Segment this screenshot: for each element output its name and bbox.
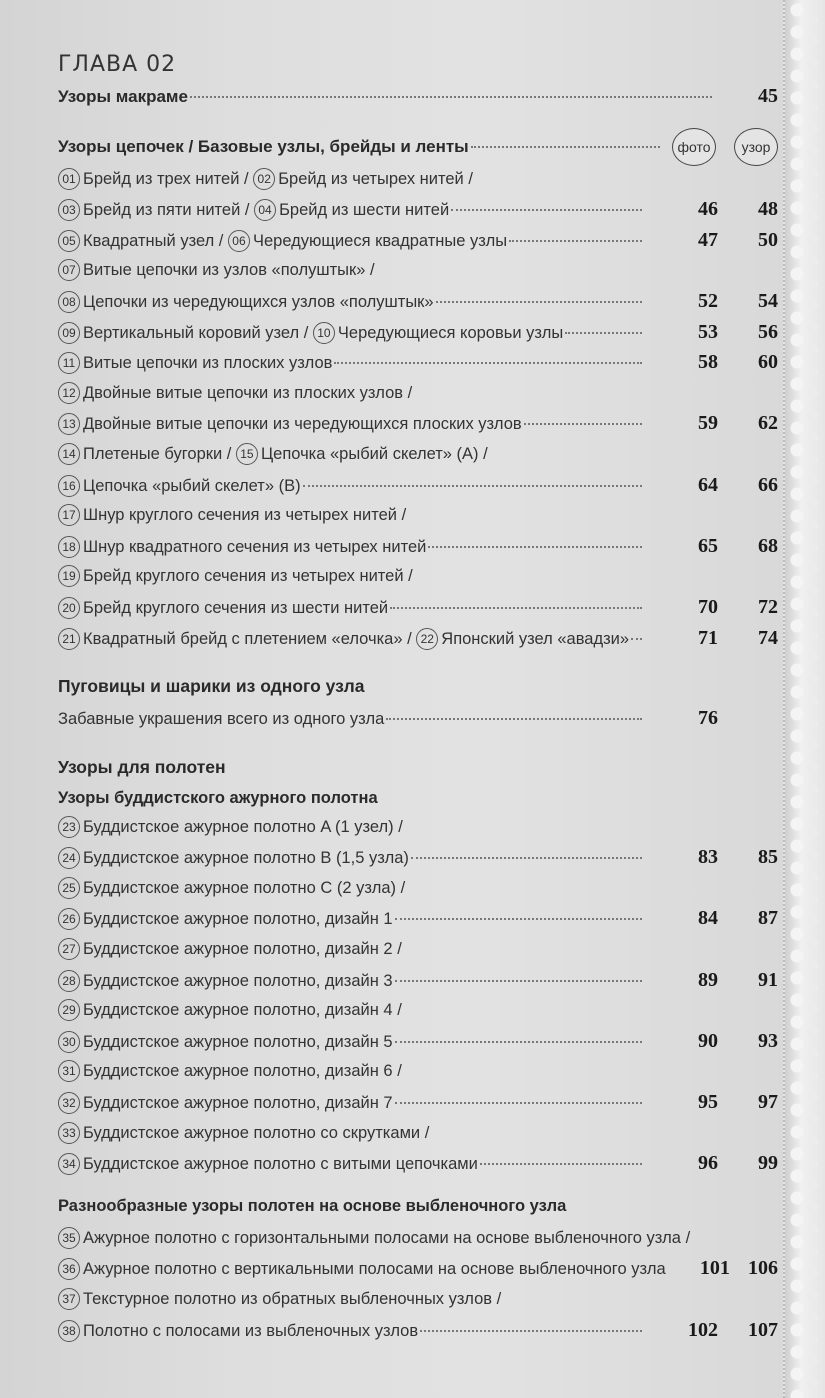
entry-text: Полотно с полосами из выбленочных узлов	[83, 1321, 419, 1340]
pattern-page: 85	[758, 846, 778, 869]
toc-entry[interactable]	[58, 873, 778, 904]
item-number-badge: 19	[58, 565, 80, 587]
entry-text: Буддистское ажурное полотно, дизайн 5	[83, 1032, 393, 1051]
toc-entry[interactable]	[58, 812, 778, 843]
dot-leader	[509, 239, 642, 242]
photo-page: 89	[698, 968, 718, 991]
dot-leader	[436, 300, 642, 303]
item-number-badge: 25	[58, 877, 80, 899]
entry-text: Ажурное полотно с горизонтальными полосами на основе выбленочного узла /	[83, 1228, 691, 1247]
entry-title	[58, 995, 402, 1026]
subsection-title-buddhist: Узоры буддистского ажурного полотна	[58, 788, 378, 807]
item-number-badge: 34	[58, 1153, 80, 1175]
toc-entry[interactable]	[58, 1118, 778, 1149]
buddhist-items-list	[58, 812, 778, 1179]
entry-title	[58, 1254, 666, 1285]
entry-text: Двойные витые цепочки из плоских узлов /	[83, 383, 413, 402]
entry-title	[58, 255, 375, 286]
entry-title	[58, 1056, 402, 1087]
table-of-contents	[58, 52, 778, 1345]
varied-items-list	[58, 1223, 778, 1345]
entry-text: Брейд круглого сечения из шести нитей	[83, 598, 389, 617]
item-number-badge: 04	[254, 199, 276, 221]
entry-title: Забавные украшения всего из одного узла	[58, 710, 385, 729]
entry-text: Вертикальный коровий узел /	[83, 323, 313, 342]
pattern-page: 48	[758, 198, 778, 221]
item-number-badge: 13	[58, 413, 80, 435]
dot-leader	[480, 1162, 642, 1165]
entry-title	[58, 195, 449, 226]
photo-page: 102	[688, 1318, 718, 1341]
entry-text: Брейд из шести нитей	[279, 201, 450, 220]
entry-title	[58, 532, 426, 563]
section-title: Узоры цепочек / Базовые узлы, брейды и ленты	[58, 136, 469, 156]
entry-title	[58, 966, 393, 997]
toc-entry[interactable]	[58, 934, 778, 965]
dot-leader	[390, 606, 642, 609]
entry-text: Ажурное полотно с вертикальными полосами на основе выбленочного узла	[83, 1260, 666, 1279]
photo-page: 53	[698, 320, 718, 343]
entry-text: Двойные витые цепочки из чередующихся плоских узлов	[83, 415, 522, 434]
pattern-page: 91	[758, 968, 778, 991]
entry-text: Чередующиеся квадратные узлы	[252, 231, 508, 250]
item-number-badge: 09	[58, 322, 80, 344]
entry-title	[58, 226, 507, 257]
entry-text: Витые цепочки из плоских узлов	[83, 354, 333, 373]
entry-text: Буддистское ажурное полотно, дизайн 7	[83, 1094, 393, 1113]
photo-page: 70	[698, 595, 718, 618]
entry-title	[58, 348, 332, 379]
entry-text: Буддистское ажурное полотно, дизайн 4 /	[83, 1001, 402, 1020]
column-badges	[672, 128, 778, 166]
dot-leader	[411, 856, 642, 859]
toc-entry[interactable]	[58, 561, 778, 592]
item-number-badge: 30	[58, 1031, 80, 1053]
chain-items-list	[58, 164, 778, 654]
entry-text: Буддистское ажурное полотно, дизайн 1	[83, 910, 393, 929]
photo-page: 58	[698, 351, 718, 374]
toc-entry[interactable]	[58, 194, 778, 225]
item-number-badge: 37	[58, 1288, 80, 1310]
toc-entry[interactable]	[58, 623, 778, 654]
dot-leader	[395, 1101, 642, 1104]
item-number-badge: 01	[58, 168, 80, 190]
entry-text: Шнур круглого сечения из четырех нитей /	[83, 506, 407, 525]
item-number-badge: 35	[58, 1227, 80, 1249]
entry-title	[58, 1223, 690, 1254]
entry-title	[58, 561, 413, 592]
entry-text: Буддистское ажурное полотно A (1 узел) /	[83, 817, 403, 836]
entry-text: Буддистское ажурное полотно, дизайн 3	[83, 971, 393, 990]
toc-entry[interactable]	[58, 531, 778, 562]
pattern-page: 107	[748, 1318, 778, 1341]
toc-entry[interactable]	[58, 378, 778, 409]
section-title-buttons: Пуговицы и шарики из одного узла	[58, 676, 365, 697]
item-number-badge: 10	[313, 322, 335, 344]
dot-leader	[451, 208, 642, 211]
entry-text: Японский узел «авадзи»	[441, 629, 630, 648]
item-number-badge: 27	[58, 938, 80, 960]
pattern-page: 72	[758, 595, 778, 618]
item-number-badge: 20	[58, 597, 80, 619]
item-number-badge: 26	[58, 908, 80, 930]
item-number-badge: 07	[58, 259, 80, 281]
toc-section-chains[interactable]	[58, 128, 778, 164]
toc-entry[interactable]	[58, 225, 778, 256]
photo-page: 47	[698, 228, 718, 251]
toc-entry[interactable]	[58, 347, 778, 378]
entry-title	[58, 471, 301, 502]
toc-entry[interactable]	[58, 842, 778, 873]
entry-title	[58, 500, 406, 531]
entry-text: Брейд из четырех нитей /	[278, 169, 473, 188]
entry-text: Буддистское ажурное полотно со скрутками /	[83, 1123, 430, 1142]
photo-page: 65	[698, 534, 718, 557]
entry-title	[58, 1284, 501, 1315]
subsection-title-varied: Разнообразные узоры полотен на основе выбленочного узла	[58, 1196, 567, 1215]
toc-entry[interactable]	[58, 500, 778, 531]
entry-text: Буддистское ажурное полотно, дизайн 6 /	[83, 1062, 402, 1081]
entry-title	[58, 439, 488, 470]
lace-edge-decoration	[783, 0, 825, 1398]
item-number-badge: 02	[253, 168, 275, 190]
item-number-badge: 08	[58, 291, 80, 313]
dot-leader	[631, 637, 642, 640]
dot-leader	[190, 95, 712, 98]
photo-page: 90	[698, 1029, 718, 1052]
entry-text: Брейд из пяти нитей /	[83, 201, 255, 220]
item-number-badge: 38	[58, 1320, 80, 1342]
toc-entry[interactable]	[58, 1253, 778, 1284]
entry-title	[58, 164, 473, 195]
entry-title	[58, 904, 393, 935]
dot-leader	[395, 1040, 642, 1043]
dot-leader	[565, 331, 642, 334]
entry-title	[58, 378, 412, 409]
pattern-page: 74	[758, 626, 778, 649]
dot-leader	[395, 917, 642, 920]
photo-page: 52	[698, 289, 718, 312]
item-number-badge: 18	[58, 536, 80, 558]
entry-title	[58, 1118, 429, 1149]
photo-page: 101	[699, 1257, 730, 1280]
item-number-badge: 12	[58, 382, 80, 404]
entry-text: Текстурное полотно из обратных выбленочных узлов /	[83, 1290, 502, 1308]
entry-title	[58, 812, 403, 843]
toc-entry[interactable]	[58, 1315, 778, 1346]
entry-text: Квадратный узел /	[83, 231, 228, 250]
entry-title	[58, 1027, 393, 1058]
photo-page: 64	[698, 473, 718, 496]
chapter-heading: ГЛАВА 02	[58, 52, 177, 77]
item-number-badge: 28	[58, 970, 80, 992]
item-number-badge: 22	[416, 628, 438, 650]
photo-column-badge: фото	[672, 128, 716, 166]
toc-entry[interactable]	[58, 255, 778, 286]
entry-text: Буддистское ажурное полотно с витыми цепочками	[83, 1155, 478, 1174]
page-number: 45	[758, 85, 778, 107]
pattern-page: 50	[758, 228, 778, 251]
pattern-page: 62	[758, 412, 778, 435]
item-number-badge: 15	[236, 443, 258, 465]
entry-text: Брейд круглого сечения из четырех нитей /	[83, 567, 413, 586]
entry-text: Буддистское ажурное полотно, дизайн 2 /	[83, 940, 402, 959]
item-number-badge: 29	[58, 999, 80, 1021]
pattern-page: 87	[758, 907, 778, 930]
toc-entry[interactable]	[58, 903, 778, 934]
item-number-badge: 14	[58, 443, 80, 465]
entry-title	[58, 287, 434, 318]
entry-text: Цепочки из чередующихся узлов «полуштык»	[83, 292, 434, 311]
toc-entry[interactable]	[58, 164, 778, 195]
entry-title	[58, 843, 409, 874]
item-number-badge: 06	[228, 230, 250, 252]
section-title-fabrics: Узоры для полотен	[58, 756, 226, 777]
photo-page: 95	[698, 1091, 718, 1114]
item-number-badge: 11	[58, 352, 80, 374]
dot-leader	[303, 484, 642, 487]
dot-leader	[428, 545, 642, 548]
pattern-page: 54	[758, 289, 778, 312]
item-number-badge: 24	[58, 847, 80, 869]
pattern-page: 68	[758, 534, 778, 557]
entry-text: Шнур квадратного сечения из четырех нитей	[83, 537, 427, 556]
entry-title	[58, 873, 405, 904]
entry-text: Витые цепочки из узлов «полуштык» /	[83, 261, 375, 280]
pattern-page: 66	[758, 473, 778, 496]
pattern-column-badge: узор	[734, 128, 778, 166]
photo-page: 46	[698, 198, 718, 221]
toc-entry[interactable]	[58, 1026, 778, 1057]
entry-title	[58, 1149, 478, 1180]
toc-entry-macrame[interactable]	[58, 81, 778, 112]
dot-leader	[420, 1329, 642, 1332]
entry-text: Цепочка «рыбий скелет» (A) /	[260, 444, 488, 463]
entry-text: Буддистское ажурное полотно C (2 узла) /	[83, 878, 406, 897]
entry-title	[58, 318, 563, 349]
photo-page: 59	[698, 412, 718, 435]
entry-text: Брейд из трех нитей /	[83, 169, 254, 188]
entry-title	[58, 934, 402, 965]
entry-title	[58, 1316, 418, 1347]
entry-text: Чередующиеся коровьи узлы	[337, 323, 564, 342]
photo-page: 96	[698, 1152, 718, 1175]
pattern-page: 60	[758, 351, 778, 374]
entry-text: Квадратный брейд с плетением «елочка» /	[83, 629, 417, 648]
toc-entry[interactable]	[58, 408, 778, 439]
entry-text: Цепочка «рыбий скелет» (B)	[83, 476, 301, 495]
item-number-badge: 31	[58, 1060, 80, 1082]
pattern-page: 106	[748, 1257, 778, 1280]
entry-title	[58, 1088, 393, 1119]
toc-entry[interactable]	[58, 995, 778, 1026]
dot-leader	[386, 717, 642, 720]
toc-entry[interactable]	[58, 1148, 778, 1179]
item-number-badge: 23	[58, 816, 80, 838]
toc-entry[interactable]	[58, 286, 778, 317]
entry-title	[58, 409, 522, 440]
toc-entry[interactable]	[58, 1056, 778, 1087]
toc-entry-buttons[interactable]	[58, 703, 778, 734]
photo-page: 71	[698, 626, 718, 649]
dot-leader	[334, 361, 642, 364]
item-number-badge: 32	[58, 1092, 80, 1114]
pattern-page: 93	[758, 1029, 778, 1052]
item-number-badge: 17	[58, 504, 80, 526]
entry-title	[58, 624, 629, 655]
item-number-badge: 03	[58, 199, 80, 221]
item-number-badge: 21	[58, 628, 80, 650]
pattern-page: 56	[758, 320, 778, 343]
entry-text: Плетеные бугорки /	[83, 444, 236, 463]
photo-page: 84	[698, 907, 718, 930]
item-number-badge: 36	[58, 1258, 80, 1280]
dot-leader	[524, 422, 642, 425]
toc-entry[interactable]	[58, 317, 778, 348]
toc-entry[interactable]	[58, 1223, 778, 1254]
item-number-badge: 16	[58, 475, 80, 497]
toc-entry[interactable]	[58, 965, 778, 996]
item-number-badge: 33	[58, 1122, 80, 1144]
photo-page: 83	[698, 846, 718, 869]
pattern-page: 97	[758, 1091, 778, 1114]
toc-entry[interactable]	[58, 1087, 778, 1118]
toc-entry[interactable]	[58, 439, 778, 470]
entry-title	[58, 593, 388, 624]
dot-leader	[471, 145, 660, 148]
item-number-badge: 05	[58, 230, 80, 252]
entry-text: Буддистское ажурное полотно B (1,5 узла)	[83, 849, 409, 868]
pattern-page: 99	[758, 1152, 778, 1175]
dot-leader	[395, 979, 642, 982]
toc-entry[interactable]	[58, 470, 778, 501]
section-title: Узоры макраме	[58, 87, 188, 106]
toc-entry[interactable]	[58, 1284, 778, 1315]
photo-page: 76	[698, 707, 718, 730]
toc-entry[interactable]	[58, 592, 778, 623]
